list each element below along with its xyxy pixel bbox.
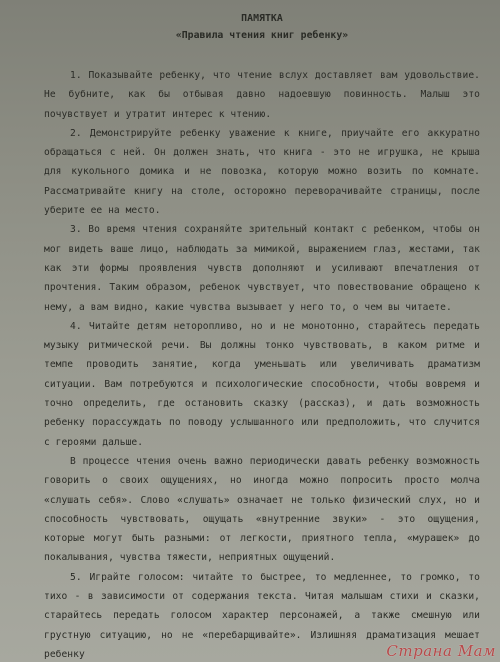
document-title: ПАМЯТКА	[241, 13, 283, 24]
site-watermark	[386, 642, 496, 660]
paragraph-1: 1. Показывайте ребенку, что чтение вслух доставляет вам удовольствие. Не бубните, как бы отбывая давно надоевшую повинность. Малыш это почувствует и утратит интерес к чтению.	[44, 70, 480, 120]
paragraph-3: 3. Во время чтения сохраняйте зрительный контакт с ребенком, чтобы он мог видеть ваше лицо, наблюдать за мимикой, выражением глаз, жестами, так как эти формы проявления чувств дополняют и усиливают впечатления от прочтения. Таким образом, ребенок чувствует, что повествование обращено к нему, а вам видно, какие чувства вызывает у него то, о чем вы читаете.	[44, 224, 480, 313]
paragraph-4: 4. Читайте детям неторопливо, но и не монотонно, старайтесь передать музыку ритмической речи. Вы должны тонко чувствовать, в каком ритме и темпе проводить занятие, когда уменьшать или увеличивать драматизм ситуации. Вам потребуются и психологические способности, чтобы вовремя и точно определить, где остановить сказку (рассказ), и дать возможность ребенку порассуждать по поводу услышанного или предположить, что случится с героями дальше.	[44, 320, 480, 448]
paragraph-2: 2. Демонстрируйте ребенку уважение к книге, приучайте его аккуратно обращаться с ней. Он должен знать, что книга - это не игрушка, не крыша для кукольного домика и не повозка, которую можно возить по комнате. Рассматривайте книгу на столе, осторожно переворачивайте страницы, после уберите ее на место.	[44, 127, 480, 217]
watermark-text: Страна Мам	[386, 642, 496, 660]
document-page	[44, 10, 480, 662]
document-subtitle: «Правила чтения книг ребенку»	[175, 30, 349, 41]
paragraph-5: 5. Играйте голосом: читайте то быстрее, то медленнее, то громко, то тихо - в зависимости от содержания текста. Читая малышам стихи и сказки, старайтесь передать голосом характер персонажей, а также смешную или грустную ситуацию, но не «перебарщивайте». Излишняя драматизация мешает ребенку	[44, 571, 480, 660]
paragraph-4-continued: В процессе чтения очень важно периодически давать ребенку возможность говорить о своих ощущениях, но иногда можно попросить просто молча «слушать себя». Слово «слушать» означает не только физический слух, но и способность чувствовать, ощущать «внутренние звуки» - это ощущения, которые могут быть разными: от легкости, приятного тепла, «мурашек» до покалывания, чувства тяжести, неприятных ощущений.	[44, 455, 480, 564]
